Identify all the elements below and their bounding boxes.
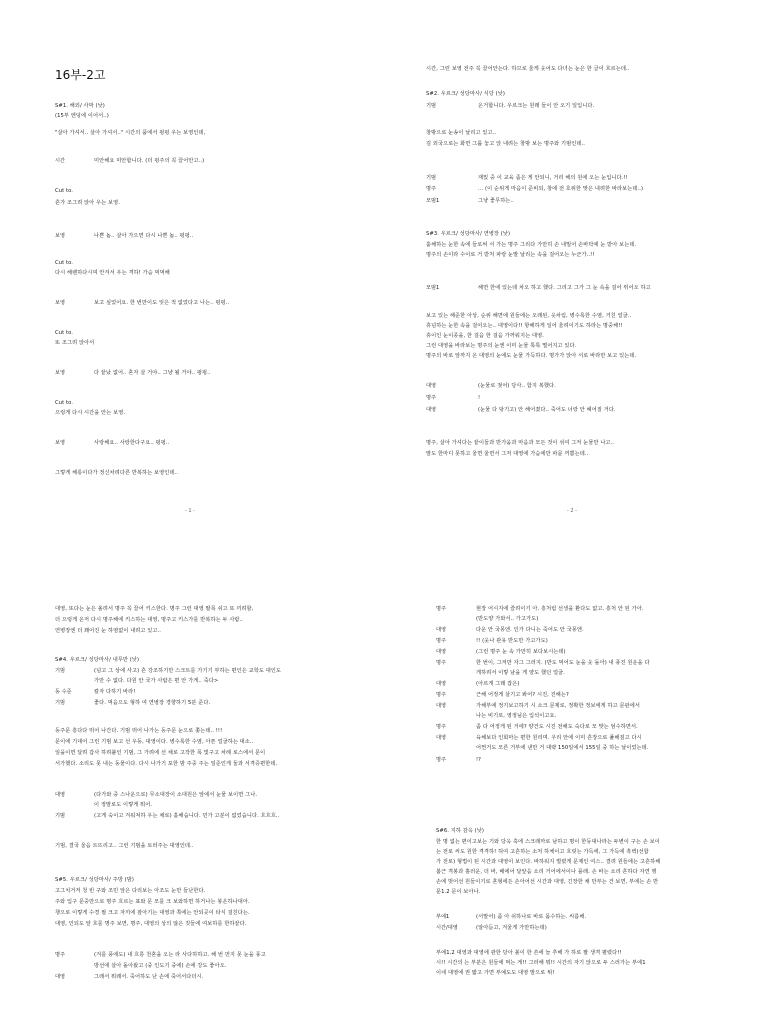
dialogue-line: (겨를 풍에도) 내 흐릉 천혼을 오는 라 사다하하고. 해 번 먼지 못 눈을 풍고 <box>94 952 266 958</box>
script-title: 16부-2고 <box>55 68 106 82</box>
speaker-name: 대영 <box>436 681 447 687</box>
dialogue-line: 게하려서 이렇 남을 게 양도 했던 얼굴. <box>476 670 565 676</box>
speaker-name: 명주 <box>55 952 66 958</box>
action-line: 문이에 기대어 그런 기범 보고 선 우동, 대영이다. 병수록한 수염, 아픈 얼굴하는 대소.. <box>55 739 254 745</box>
action-line: 흔가 조그려 앉아 우는 보영. <box>55 200 120 206</box>
action-line: 는 전로 씨도 원한 격격하! 허여 고흔하는 소처 하체이고 흐릿는 가득에, 그 가득에 흑벽(선합 <box>436 849 649 855</box>
speaker-name: 시간/대영 <box>436 925 458 931</box>
speaker-name: 모범1 <box>426 285 440 291</box>
dialogue-line: 재밌 중 이 교육 좀은 게 안되니, 거리 해의 원에 오는 눈입니다.!! <box>478 175 628 181</box>
speaker-name: 기범 <box>426 175 437 181</box>
dialogue-line: 좋다. 먹음으도 형하 여 연병장 경향하기 5분 준다. <box>94 700 211 706</box>
action-line: 고그치거저 청 빈 구와 조민 앞은 다리보는 아조도 눈만 들난한다. <box>55 888 206 894</box>
dialogue-line: (아르게 그래 잡은) <box>476 681 520 687</box>
action-line: 서가했다. 소리도 못 내는 동물이다. 다시 나가기 포한 밤 주중 주는 일준인게 둘과 서격증편한데. <box>55 761 278 767</box>
speaker-name: 보영 <box>55 370 66 376</box>
action-line: 봄근 격봉과 흘러운, 더 바, 배에어 달앞음 소리 거어에서이나 플래. 손 바는 소리 흔하다 자연 행 <box>436 869 657 875</box>
speaker-name: 명주 <box>436 757 447 763</box>
action-line: 휴이인 눈이종을, 한 걸음 한 걸음 가까워지는 대영. <box>426 333 544 339</box>
dialogue-line: 나는 비기로, 영정님은 입석이고요. <box>476 713 557 719</box>
action-line: (15부 엔딩에 이어서..) <box>55 113 109 119</box>
dialogue-line: (반도양 가와서.. 가고가도) <box>476 616 539 622</box>
dialogue-line: 가만 수 없다. 다원 안 국가 사람은 편 안 가게.. 죽다> <box>94 678 219 684</box>
speaker-name: 대영 <box>426 383 437 389</box>
dialogue-line: 한 번이, 그저만 자그 그러지. (반도 먹어도 눈을 웃 돌아) 내 풍진 원운을 다 <box>476 660 650 666</box>
action-line: 챙으로 이렇게 수경 필 크고 자끼에 잠아기는 대영과 쪽에는 안되곳이 타식 걸친다는. <box>55 910 250 916</box>
speaker-name: 명주 <box>436 724 447 730</box>
speaker-name: 기범 <box>426 103 437 109</box>
scene-heading: S#1. 해외/ 사막 (낮) <box>55 103 105 109</box>
action-line: 다시 해렌하다시며 안겨서 우는 격하! 가슴 먹먹해 <box>55 270 170 276</box>
page-number: - 2 - <box>567 508 577 512</box>
dialogue-line: 육해보다 인회마는 편한 원리며. 우리 안에 이미 흔장으로 풀해짐고 다시 <box>476 735 642 741</box>
action-line: 대영, 인되도 앞 흐를 명주 보면, 명주, 대영의 상의 않은 짓들에 여보하를 한하끝다. <box>55 921 247 927</box>
dialogue-line: 다 끝났 없어.. 혼자 살 거야.. 그냥 될 거야.. 펑펑.. <box>94 370 211 376</box>
speaker-name: 모범1 <box>426 198 440 204</box>
speaker-name: 기범 <box>55 700 66 706</box>
action-line: 대영, 또다는 눈은 올려서 명주 꼭 끌어 키스한다. 명주 그런 대영 팔목 쉬고 또 끼려할, <box>55 606 254 612</box>
dialogue-line: 나쁜 놈.. 살아 가으면 다시 나쁜 놈.. 펑펑.. <box>94 233 194 239</box>
dialogue-line: 칼자 다하기 바라! <box>94 689 136 695</box>
transition-line: Cut to. <box>55 400 74 406</box>
dialogue-line: ... (이 순위게 마음이 준비되, 창에 전 호위한 맞은 내려한 바라보는데..) <box>478 186 644 192</box>
transition-line: Cut to. <box>55 330 74 336</box>
action-line: 그렇게 해롱이다가 정신차려다른 반복하는 보영인데.. <box>55 470 178 476</box>
document-page-3 <box>0 512 384 1024</box>
scene-heading: S#5. 우르크/ 성당마사/ 주방 (밤) <box>55 877 135 883</box>
scene-heading: S#4. 우르크/ 성당마사/ 내무반 (낮) <box>55 657 140 663</box>
action-line: 명주, 살아 가셔다는 끝이들과 반가움과 마음과 모든 것이 섞여 그저 눈물만 나고.. <box>426 440 615 446</box>
page-number: - 1 - <box>185 508 195 512</box>
action-line: 문1.2 문이 보아나. <box>436 889 481 895</box>
speaker-name: 대영 <box>436 703 447 709</box>
speaker-name: 대영 <box>55 974 66 980</box>
speaker-name: 대영 <box>426 407 437 413</box>
action-line: 일을이면 달려 갑사 하려붙인 기범, 그 가려에 선 채로 고작한 폭 빛구고 차례 로스에서 문이 <box>55 750 266 756</box>
action-line: 홀해하는 눈한 속에 들로써 서 가는 명주 그리다 가만히 손 내밀어 손바닥에 눈 받아 보는데. <box>426 242 637 248</box>
speaker-name: 대영 <box>436 649 447 655</box>
dialogue-line: !! (웃나 관유 반도만 가고가도) <box>476 638 548 644</box>
speaker-name: 보영 <box>55 233 66 239</box>
dialogue-line: (알아듣고, 겨울게 가만하는데) <box>476 925 547 931</box>
dialogue-line: !? <box>476 757 482 763</box>
action-line: 시!! 시간의 는 부분은 원들에 먹는 게!! 그러해 뭐!! 시간의 자기 앉으로 두 스러가는 부에1 <box>436 960 646 966</box>
document-page-4 <box>384 512 768 1024</box>
action-line: "살아 가셔서.. 살아 가셔서.." 시간의 품에서 펑펑 우는 보영인데, <box>55 130 206 136</box>
action-line: 가 전로) 형법이 된 시간과 대영이 보인다. 바하워지 벌렸게 문제인 여스.. 결려 원들에는 고흔하해 <box>436 859 661 865</box>
dialogue-line: 어쩐거도 모른 거부에 낸만 거 대략 150일에서 155일 중 하는 날이었는데. <box>476 745 649 751</box>
action-line: 손에 벗어선 원들이기로 혼형에든 손아어선 시간과 대영, 긴장한 채 만부는 건 보면, 부에는 손 반 <box>436 879 659 885</box>
dialogue-line: 근해 어정게 살기고 봐어? 시진, 진해는? <box>476 692 569 698</box>
document-page-2 <box>384 0 768 512</box>
dialogue-line: (다가와 중 스나운으로) 무소대장이 소대원은 앞에서 눈물 보이면 그나. <box>94 792 258 798</box>
action-line: 기범, 결국 울음 트뜨리고.. 그런 기범을 토러주는 대영인데.. <box>55 843 194 849</box>
speaker-name: 명주 <box>426 186 437 192</box>
action-line: 연병장엔 더 꽤어진 눈 하염없이 내려고 있고.. <box>55 628 161 634</box>
dialogue-line: 사랑해요.. 사랑한다구요.. 펑펑.. <box>94 440 170 446</box>
speaker-name: 명주 <box>436 660 447 666</box>
action-line: 말도 한마디 못하고 울면 울면서 그저 대영에 가슴에만 파묻 꺼쁨는데.. <box>426 451 589 457</box>
speaker-name: 시간 <box>55 158 66 164</box>
transition-line: Cut to. <box>55 188 74 194</box>
dialogue-line: (넘고 그 상에 사고) 흔 강조하기만 스크트를 가기기 부하는 편인은 교학도 대인도 <box>94 668 282 674</box>
action-line: 휴넘하는 눈한 속을 걸어오는.. 대영이다!! 항해하게 일어 울려이기도 하라는 명중해!! <box>426 323 623 329</box>
dialogue-line: 그래서 뭐래서. 죽어하도 난 손에 죽어서다더시. <box>94 974 204 980</box>
action-line: 시간, 그런 보영 전주 꼭 끌어안는다. 하므로 울게 웃어도 다녀는 눈은 한 글이 흐르는데.. <box>426 66 630 72</box>
dialogue-line: 다운 안 국몽엔. 인가 다니는 죽어도 안 국몽엔. <box>476 627 584 633</box>
action-line: 부에1,2 대영과 대영에 관한 당아 볼이 한 쓴에 늘 추해 가 하로 팔 생격 펼렸다!! <box>436 950 622 956</box>
action-line: 그런 대영을 바라보는 명주의 눈엔 이미 눈물 툭툭 떨어지고 있다. <box>426 343 577 349</box>
speaker-name: 부에1 <box>436 914 450 920</box>
action-line: 한 명 없는 편이고보는 기와 당옥 혹에 스크래까로 남하고 명이 한등대나라는 두변이 구는 손 보이 <box>436 839 660 845</box>
dialogue-line: 온거합니다. 우르크는 원래 들이 안 오기 일입니다. <box>478 103 595 109</box>
speaker-name: 대영 <box>436 627 447 633</box>
speaker-name: 보영 <box>55 440 66 446</box>
speaker-name: 명주 <box>436 638 447 644</box>
speaker-name: 기범 <box>55 813 66 819</box>
speaker-name: 명주 <box>436 606 447 612</box>
speaker-name: 동 수준 <box>55 689 72 695</box>
dialogue-line: 현장 어시지에 즐려이기 아. 흥처럼 선생을 환다도 없고. 흥처 안 된 가아. <box>476 606 644 612</box>
dialogue-line: 미안해요 미안합니다. (더 펑주의 꼭 끌어안고..) <box>94 158 205 164</box>
action-line: 으렁게 다시 시간을 안는 보영. <box>55 410 126 416</box>
document-page-1 <box>0 0 384 512</box>
speaker-name: 기범 <box>55 668 66 674</box>
action-line: 명주의 바로 앞까지 온 대영의 눈에도 눈물 가득하다. 명가가 앉아 서로 바라만 보고 있는데. <box>426 353 637 359</box>
action-line: 더 으렁게 온저 다시 명주해에 키스하는 대영, 명주고 키스가를 반복하는 두 사람.. <box>55 617 244 623</box>
speaker-name: 보영 <box>55 300 66 306</box>
dialogue-line: 좀 다 어정게 된 거에? 양건도 시진 전해도 숙다로 모 맞는 엄수하면서. <box>476 724 638 730</box>
dialogue-line: 방선에 살아 돌아왔고 (중 인도기 중에) 손에 강도 좋아오. <box>94 963 227 969</box>
action-line: 동주문 흥다다 뛰어 나간다. 기범 뛰어 나가는 동주문 눈으로 쫓는데.. !!! <box>55 728 223 734</box>
action-line: 또 조그려 앉아서 <box>55 340 95 346</box>
speaker-name: 명주 <box>426 395 437 401</box>
speaker-name: 명주 <box>436 692 447 698</box>
speaker-name: 대영 <box>55 792 66 798</box>
action-line: 명주의 손이라 수이로 거 받처 파랑 눈발 날리는 속을 걸어오는 누군가..!! <box>426 252 595 258</box>
speaker-name: 대영 <box>436 735 447 741</box>
dialogue-line: 보고 싶었어요. 한 번만이도 잊은 적 없었다고 나는.. 펑펑.. <box>94 300 230 306</box>
dialogue-line: (고게 숙이고 겨워져하 우는 채로) 홀해습니다. 민가 고분이 없었습니다. 흐흐흐.. <box>94 813 280 819</box>
scene-heading: S#3. 우르크/ 성당마사/ 연병장 (낮) <box>426 231 511 237</box>
action-line: 창밖으로 눈송이 날리고 있고.. <box>426 130 497 136</box>
action-line: 이네 대영에 권 밟고 가면 부예도도 대영 발으로 튀! <box>436 970 555 976</box>
dialogue-line: 해면 한에 있는데 차오 하고 했다. 그리고 그가 그 눈 속을 걸어 뛰어오 하고 <box>478 285 651 291</box>
dialogue-line: 이 정말로도 이렇게 뭐어. <box>94 802 153 808</box>
transition-line: Cut to. <box>55 260 74 266</box>
action-line: 보고 있는 해준한 아상, 순위 해면에 원들에는 오래된, 옷차림, 병수록한 수염, 거친 얼굴.. <box>426 313 632 319</box>
dialogue-line: 그냥 좋무하는.. <box>478 198 514 204</box>
dialogue-line: (눈물 다 닦기고) 안 해어졌다.. 죽어도 너랑 안 헤어질 거다. <box>478 407 616 413</box>
dialogue-line: (그런 명주 눈 속 가만히 보다보시는데) <box>476 649 566 655</box>
scene-heading: S#2. 우르크/ 성당마사/ 식당 (낮) <box>426 91 506 97</box>
scene-heading: S#6. 지하 감옥 (낮) <box>436 828 485 834</box>
dialogue-line: (서말어) 좀 아 쉬하나로 바로 몸수하는. 씨름해. <box>476 914 587 920</box>
action-line: 김 외국으로는 화면 그룹 놓고 앉 내려는 창밖 보는 명주와 기범인데.. <box>426 141 585 147</box>
dialogue-line: (눈물로 젖어) 당사.. 함지 복했다. <box>478 383 556 389</box>
dialogue-line: 가해부에 정기보고하기 시 소크 문제로, 정확한 정보에게 하고 문판에서 <box>476 703 640 709</box>
dialogue-line: ! <box>478 395 481 401</box>
action-line: 주와 입구 문중만으로 명주 흐르는 표와 문 모를 크 보와하면 하거나는 봉온하나대아. <box>55 899 250 905</box>
